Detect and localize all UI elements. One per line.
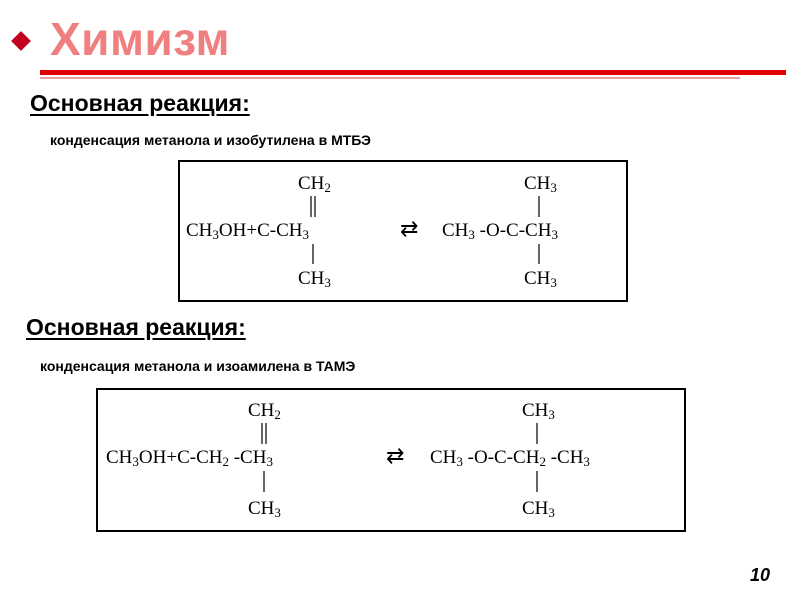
reaction-2-equation: [98, 390, 684, 530]
r2-left-top-group: CH2: [248, 400, 281, 422]
r1-left-main-formula: CH3OH+C-CH3: [186, 220, 309, 242]
r1-right-top-group: CH3: [524, 173, 557, 195]
reaction-1-subtitle: конденсация метанола и изобутилена в МТБЭ: [50, 132, 371, 148]
r1-left-top-group: CH2: [298, 173, 331, 195]
r2-right-bottom-group: CH3: [522, 498, 555, 520]
reaction-1-equation: [180, 162, 626, 300]
slide-title: Химизм: [50, 13, 231, 65]
r1-left-bottom-group: CH3: [298, 268, 331, 290]
r2-left-bottom-group: CH3: [248, 498, 281, 520]
title-underline-thin: [40, 77, 740, 79]
reaction-1-heading: Основная реакция:: [30, 90, 250, 116]
reaction-2-heading: Основная реакция:: [26, 314, 246, 340]
r2-right-main-formula: CH3 -O-C-CH2 -CH3: [430, 447, 590, 469]
r1-right-main-formula: CH3 -O-C-CH3: [442, 220, 558, 242]
r2-left-main-formula: CH3OH+C-CH2 -CH3: [106, 447, 273, 469]
page-number: 10: [749, 565, 770, 585]
reaction-2-equation-box: [96, 388, 686, 532]
r1-right-bottom-group: CH3: [524, 268, 557, 290]
title-underline-thick: [40, 70, 786, 75]
reaction-1-equation-box: [178, 160, 628, 302]
r2-equilibrium-arrow-icon: ⇄: [386, 443, 405, 468]
reaction-2-subtitle: конденсация метанола и изоамилена в ТАМЭ: [40, 358, 356, 374]
r1-equilibrium-arrow-icon: ⇄: [400, 216, 419, 241]
r2-right-top-group: CH3: [522, 400, 555, 422]
diamond-bullet-icon: [11, 31, 31, 51]
slide-header: [14, 4, 230, 74]
